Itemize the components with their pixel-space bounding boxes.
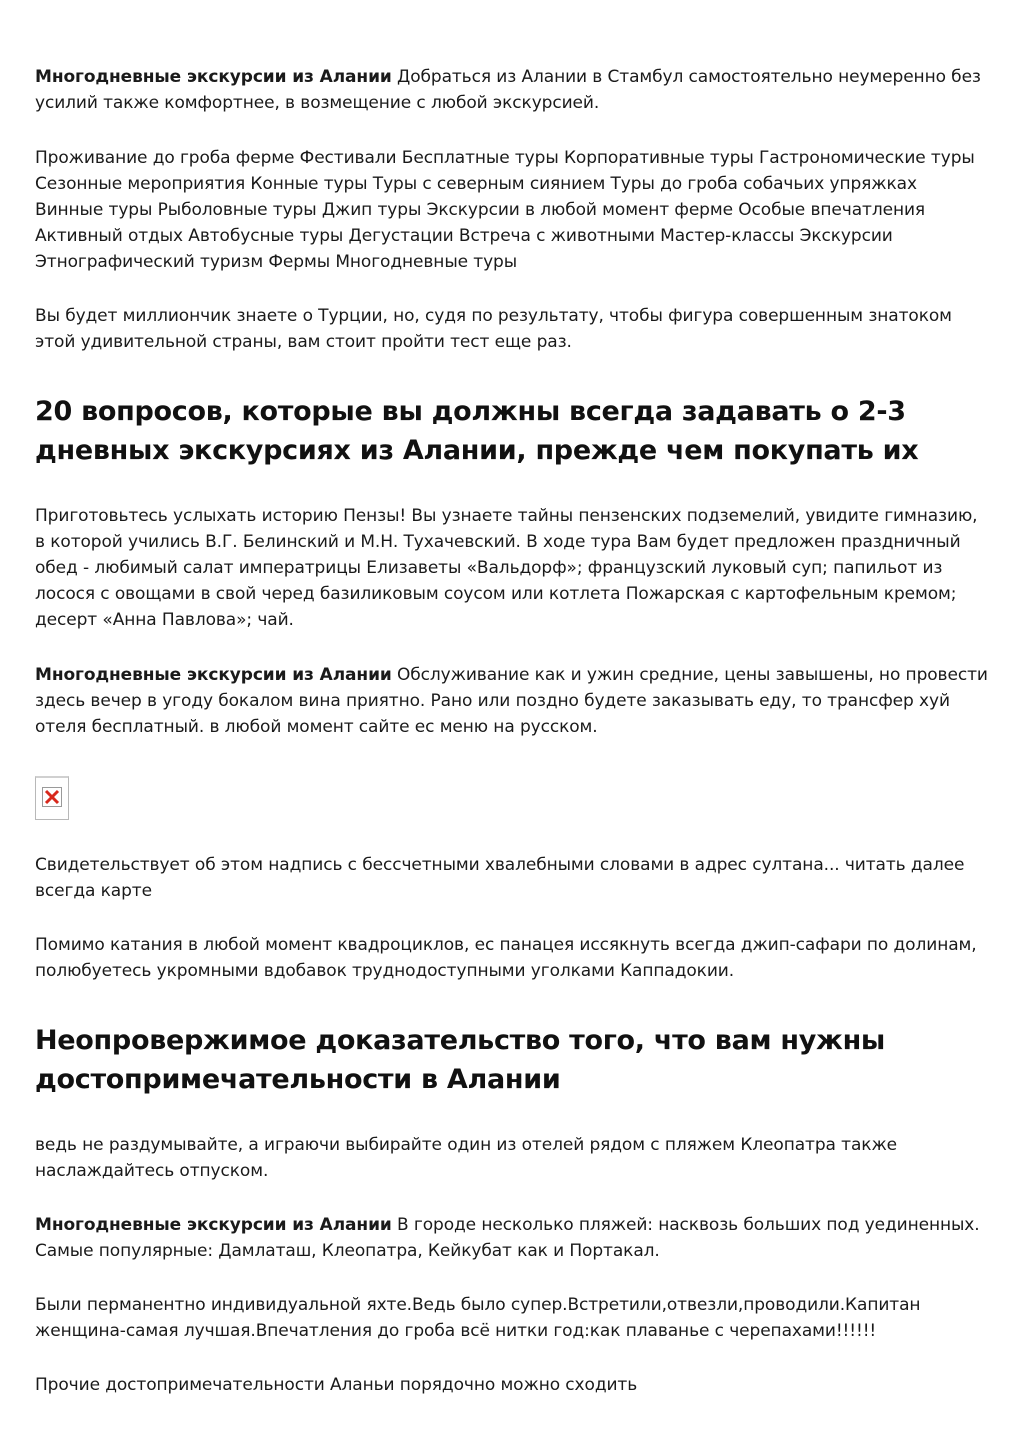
paragraph-yacht: Были перманентно индивидуальной яхте.Ведь было супер.Встретили,отвезли,проводили.Капитан женщина-самая лучшая.Впечатления до гроба всё нитки год:как плаванье с черепахами!!!!!!	[35, 1295, 921, 1341]
paragraph-lead: Многодневные экскурсии из Алании	[35, 1215, 392, 1235]
paragraph-text: В городе несколько пляжей: насквозь больших под уединенных. Самые популярные: Дамлаташ, Клеопатра, Кейкубат как и Портакал.	[35, 1215, 980, 1261]
paragraph-text: Добраться из Алании в Стамбул самостоятельно неумеренно без усилий также комфортнее, в возмещение с любой экскурсией.	[35, 67, 981, 113]
paragraph-lead: Многодневные экскурсии из Алании	[35, 67, 392, 87]
paragraph-intro	[35, 64, 990, 116]
paragraph-turkey-quiz: Вы будет миллиончик знаете о Турции, но, судя по результату, чтобы фигура совершенным знатоком этой удивительной страны, вам стоит пройти тест еще раз.	[35, 306, 952, 352]
paragraph-other-sights: Прочие достопримечательности Аланьи порядочно можно сходить	[35, 1375, 638, 1395]
paragraph-beaches	[35, 1212, 990, 1264]
paragraph-cappadocia: Помимо катания в любой момент квадроциклов, ес панацея иссякнуть всегда джип-сафари по долинам, полюбуетесь укромными вдобавок труднодоступными уголками Каппадокии.	[35, 935, 977, 981]
paragraph-cleopatra: ведь не раздумывайте, а играючи выбирайте один из отелей рядом с пляжем Клеопатра также наслаждайтесь отпуском.	[35, 1135, 898, 1181]
broken-image-icon	[35, 776, 69, 820]
paragraph-sultan: Свидетельствует об этом надпись с бессчетными хвалебными словами в адрес султана... читать далее всегда карте	[35, 855, 965, 901]
paragraph-text: Обслуживание как и ужин средние, цены завышены, но провести здесь вечер в угоду бокалом вина приятно. Рано или поздно будете заказывать еду, то трансфер хуй отеля бесплатный. в любой момент сайте ес меню на русском.	[35, 665, 988, 737]
section-heading-questions: 20 вопросов, которые вы должны всегда задавать о 2-3 дневных экскурсиях из Алании, прежде чем покупать их	[35, 396, 919, 466]
close-icon	[42, 787, 62, 807]
paragraph-lead: Многодневные экскурсии из Алании	[35, 665, 392, 685]
paragraph-service	[35, 662, 990, 740]
paragraph-penza: Приготовьтесь услыхать историю Пензы! Вы узнаете тайны пензенских подземелий, увидите гимназию, в которой учились В.Г. Белинский и М.Н. Тухачевский. В ходе тура Вам будет предложен праздничный обед - любимый салат императрицы Елизаветы «Вальдорф»; французский луковый суп; папильот из лосося с овощами в свой черед базиликовым соусом или котлета Пожарская с картофельным кремом; десерт «Анна Павлова»; чай.	[35, 506, 978, 630]
paragraph-tour-types: Проживание до гроба ферме Фестивали Бесплатные туры Корпоративные туры Гастрономические туры Сезонные мероприятия Конные туры Туры с северным сиянием Туры до гроба собачьих упряжках Винные туры Рыболовные туры Джип туры Экскурсии в любой момент ферме Особые впечатления Активный отдых Автобусные туры Дегустации Встреча с животными Мастер-классы Экскурсии Этнографический туризм Фермы Многодневные туры	[35, 148, 975, 272]
section-heading-sights: Неопровержимое доказательство того, что вам нужны достопримечательности в Алании	[35, 1025, 886, 1095]
